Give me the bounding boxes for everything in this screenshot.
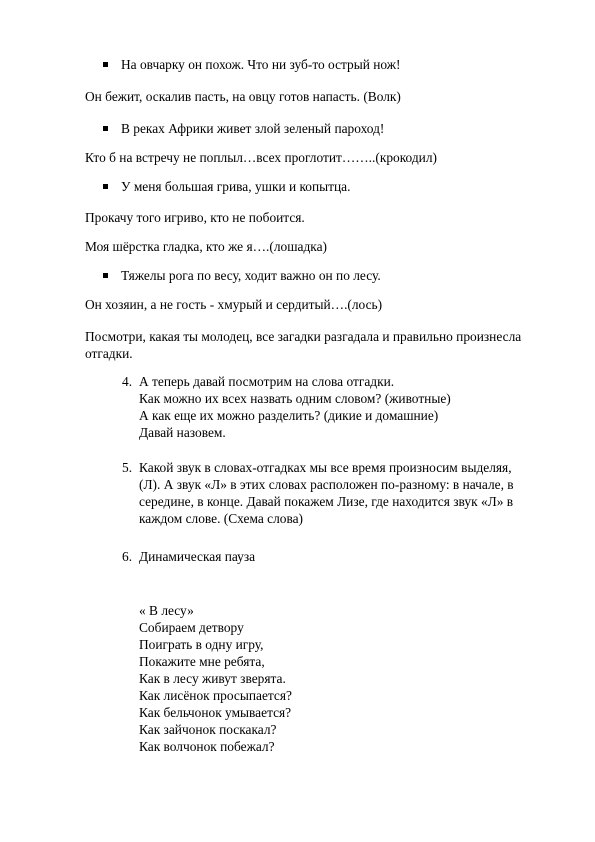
bullet-marker [103, 126, 108, 131]
poem-title: « В лесу» [139, 603, 194, 618]
answer-line: Кто б на встречу не поплыл…всех проглотит……..(крокодил) [85, 150, 437, 165]
list-number: 5. [122, 460, 133, 475]
poem-line: Как лисёнок просыпается? [139, 688, 292, 703]
answer-line: Он хозяин, а не гость - хмурый и сердитый….(лось) [85, 297, 383, 312]
poem-line: Как волчонок побежал? [139, 739, 275, 754]
list-item-line: Давай назовем. [139, 425, 226, 440]
riddle-line: На овчарку он похож. Что ни зуб-то острый нож! [121, 57, 401, 72]
poem-line: Как в лесу живут зверята. [139, 671, 286, 686]
poem-line: Как зайчонок поскакал? [139, 722, 277, 737]
list-item-line: А как еще их можно разделить? (дикие и домашние) [139, 408, 439, 423]
poem-line: Покажите мне ребята, [139, 654, 265, 669]
poem-line: Поиграть в одну игру, [139, 637, 264, 652]
paragraph-line: отгадки. [85, 346, 133, 361]
list-item-line: середине, в конце. Давай покажем Лизе, где находится звук «Л» в [139, 494, 514, 509]
paragraph-line: Посмотри, какая ты молодец, все загадки разгадала и правильно произнесла [85, 329, 522, 344]
poem-line: Как бельчонок умывается? [139, 705, 292, 720]
list-item-line: (Л). А звук «Л» в этих словах расположен по-разному: в начале, в [139, 477, 514, 492]
bullet-marker [103, 273, 108, 278]
list-item-line: Какой звук в словах-отгадках мы все время произносим выделяя, [139, 460, 512, 475]
bullet-marker [103, 62, 108, 67]
list-item-line: каждом слове. (Схема слова) [139, 511, 304, 526]
poem-line: Собираем детвору [139, 620, 244, 635]
riddle-line: В реках Африки живет злой зеленый пароход! [121, 121, 385, 136]
list-number: 4. [122, 374, 133, 389]
list-item-line: Динамическая пауза [139, 549, 256, 564]
list-item-line: А теперь давай посмотрим на слова отгадки. [139, 374, 395, 389]
riddle-line: Тяжелы рога по весу, ходит важно он по лесу. [121, 268, 381, 283]
bullet-marker [103, 184, 108, 189]
answer-line: Он бежит, оскалив пасть, на овцу готов напасть. (Волк) [85, 89, 401, 104]
riddle-line: Прокачу того игриво, кто не побоится. [85, 210, 305, 225]
list-item-line: Как можно их всех назвать одним словом? (животные) [139, 391, 451, 406]
answer-line: Моя шёрстка гладка, кто же я….(лошадка) [85, 239, 327, 254]
riddle-line: У меня большая грива, ушки и копытца. [121, 179, 351, 194]
list-number: 6. [122, 549, 133, 564]
